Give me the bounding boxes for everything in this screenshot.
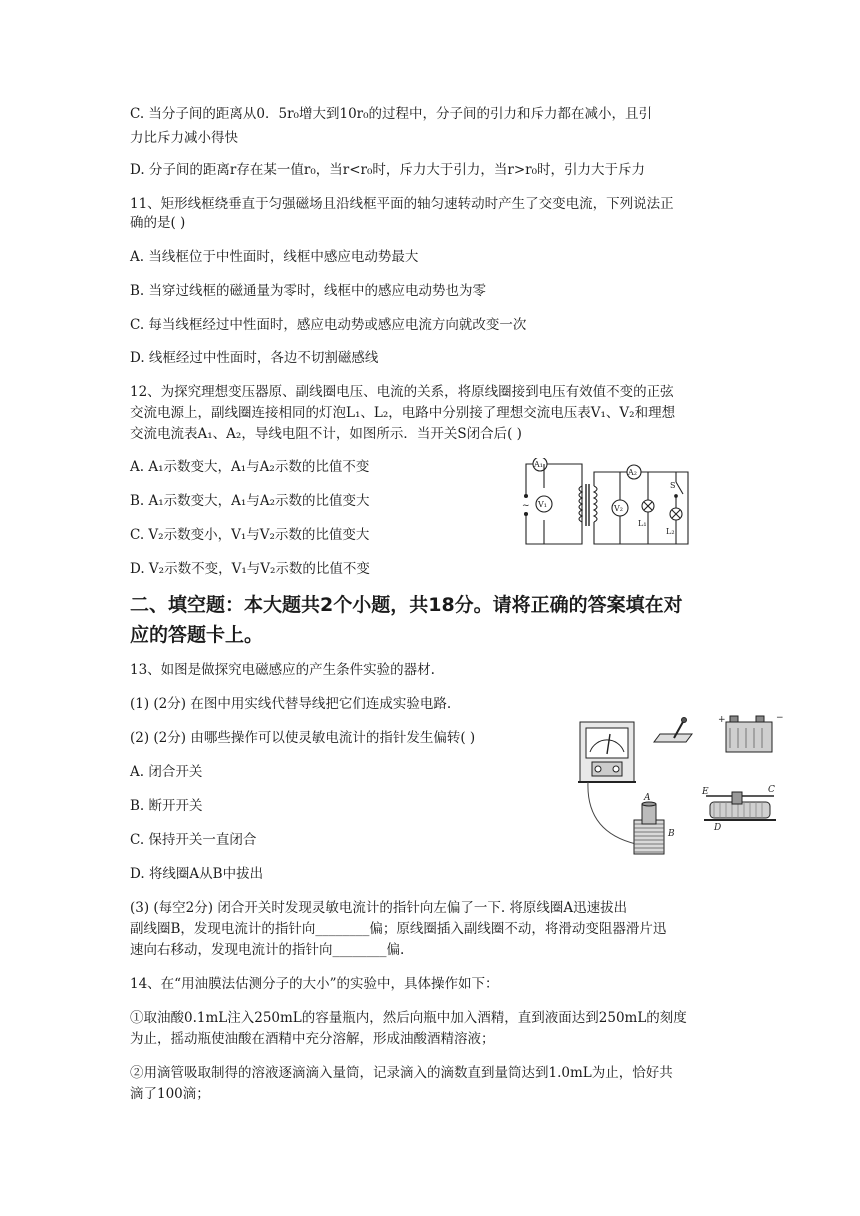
question-13-part1: (1) (2分) 在图中用实线代替导线把它们连成实验电路. (130, 696, 452, 712)
switch-s-label: S (670, 481, 676, 490)
question-11-stem-line1: 11、矩形线框绕垂直于匀强磁场且沿线框平面的轴匀速转动时产生了交变电流，下列说法正 (130, 196, 674, 212)
question-14-step1-line1: ①取油酸0.1mL注入250mL的容量瓶内，然后向瓶中加入酒精，直到液面达到250mL的刻度 (130, 1010, 687, 1026)
option-11d: D. 线框经过中性面时，各边不切割磁感线 (130, 350, 379, 366)
option-13d: D. 将线圈A从B中拔出 (130, 866, 264, 882)
option-12d: D. V₂示数不变，V₁与V₂示数的比值不变 (130, 561, 370, 577)
battery-minus-label: − (776, 713, 784, 723)
coil-icon (634, 802, 664, 854)
question-14-step2-line2: 滴了100滴； (130, 1086, 210, 1102)
question-12-stem-line1: 12、为探究理想变压器原、副线圈电压、电流的关系，将原线圈接到电压有效值不变的正弦 (130, 384, 674, 400)
rheostat-c-label: C (768, 785, 775, 795)
battery-plus-label: + (718, 715, 726, 725)
ac-source-label: ~ (522, 501, 530, 511)
voltmeter-v1-label: V₁ (538, 500, 547, 509)
question-13-part2: (2) (2分) 由哪些操作可以使灵敏电流计的指针发生偏转( ) (130, 730, 476, 746)
option-11c: C. 每当线框经过中性面时，感应电动势或感应电流方向就改变一次 (130, 317, 527, 333)
section-2-heading-line1: 二、填空题：本大题共2个小题，共18分。请将正确的答案填在对 (130, 594, 683, 616)
question-13-stem: 13、如图是做探究电磁感应的产生条件实验的器材. (130, 662, 435, 678)
transformer-circuit-diagram (520, 458, 700, 550)
option-10d: D. 分子间的距离r存在某一值r₀，当r<r₀时，斥力大于引力，当r>r₀时，引力大于斥力 (130, 162, 646, 178)
ammeter-a2-label: A₂ (628, 468, 637, 477)
battery-icon (726, 716, 772, 752)
galvanometer-icon (578, 722, 636, 782)
option-11a: A. 当线框位于中性面时，线框中感应电动势最大 (130, 249, 419, 265)
question-11-stem-line2: 确的是( ) (130, 215, 186, 231)
question-13-part3-line3: 速向右移动，发现电流计的指针向________偏. (130, 942, 405, 958)
knife-switch-icon (654, 718, 692, 743)
option-10c-line2: 力比斥力减小得快 (130, 130, 238, 146)
option-12b: B. A₁示数变大，A₁与A₂示数的比值变大 (130, 493, 370, 509)
option-13b: B. 断开开关 (130, 798, 203, 814)
question-14-step2-line1: ②用滴管吸取制得的溶液逐滴滴入量筒，记录滴入的滴数直到量筒达到1.0mL为止，恰好共 (130, 1065, 673, 1081)
coil-a-label: A (644, 793, 651, 803)
lamp-l1-label: L₁ (638, 519, 647, 528)
question-12-stem-line3: 交流电流表A₁、A₂，导线电阻不计，如图所示．当开关S闭合后( ) (130, 426, 522, 442)
induction-apparatus-figure (578, 712, 786, 860)
question-13-part3-line1: (3) (每空2分) 闭合开关时发现灵敏电流计的指针向左偏了一下. 将原线圈A迅速拔出 (130, 900, 628, 916)
question-13-part3-line2: 副线圈B，发现电流计的指针向________偏；原线圈插入副线圈不动，将滑动变阻器滑片迅 (130, 921, 667, 937)
rheostat-d-label: D (714, 823, 722, 833)
voltmeter-v2-label: V₂ (614, 504, 623, 513)
option-11b: B. 当穿过线框的磁通量为零时，线框中的感应电动势也为零 (130, 283, 487, 299)
section-2-heading-line2: 应的答题卡上。 (130, 624, 264, 646)
option-12a: A. A₁示数变大，A₁与A₂示数的比值不变 (130, 459, 370, 475)
rheostat-e-label: E (702, 787, 709, 797)
option-10c-line1: C. 当分子间的距离从0．5r₀增大到10r₀的过程中，分子间的引力和斥力都在减小，且引 (130, 106, 653, 122)
ammeter-a1-label: A₁ (534, 460, 543, 469)
option-13a: A. 闭合开关 (130, 764, 203, 780)
rheostat-icon (704, 792, 776, 820)
coil-b-label: B (668, 829, 675, 839)
option-12c: C. V₂示数变小，V₁与V₂示数的比值变大 (130, 527, 370, 543)
question-14-step1-line2: 为止，摇动瓶使油酸在酒精中充分溶解，形成油酸酒精溶液； (130, 1031, 495, 1047)
question-12-stem-line2: 交流电源上，副线圈连接相同的灯泡L₁、L₂，电路中分别接了理想交流电压表V₁、V₂和理想 (130, 405, 676, 421)
lamp-l2-label: L₂ (666, 527, 675, 536)
option-13c: C. 保持开关一直闭合 (130, 832, 257, 848)
question-14-stem: 14、在“用油膜法估测分子的大小”的实验中，具体操作如下： (130, 976, 499, 992)
